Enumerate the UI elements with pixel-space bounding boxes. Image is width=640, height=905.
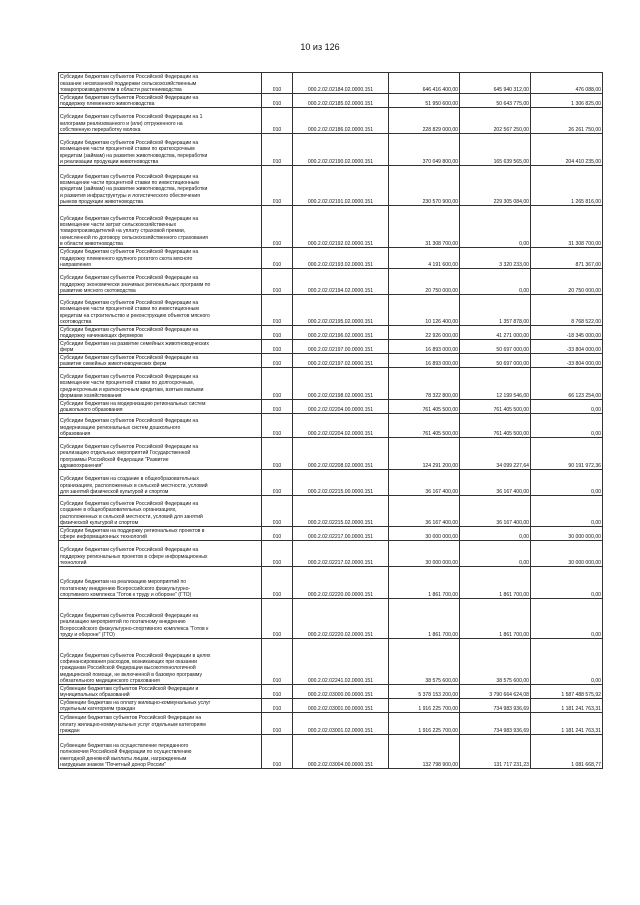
row-name-text: Субсидии бюджетам субъектов Российской Федерации на поддержку экономически значимых региональных программ по развитию мясного скотоводства bbox=[60, 275, 211, 294]
row-value1-cell: 370 049 800,00 bbox=[389, 134, 460, 166]
row-value3-cell: 0,00 bbox=[531, 639, 603, 685]
row-kbk-cell: 000.2.02.02191.02.0000.151 bbox=[293, 166, 389, 206]
row-value3-cell: 8 768 522,00 bbox=[531, 295, 603, 326]
row-value2-cell: 1 861 700,00 bbox=[460, 599, 531, 639]
row-value3-cell: 20 750 000,00 bbox=[531, 269, 603, 295]
row-value1-cell: 132 798 900,00 bbox=[389, 735, 460, 769]
row-name-text: Субсидии бюджетам субъектов Российской Федерации на развитие семейных животноводческих ферм bbox=[60, 354, 199, 367]
row-value2-cell: 34 099 227,64 bbox=[460, 438, 531, 470]
row-name-cell bbox=[59, 108, 262, 134]
table-row bbox=[59, 134, 603, 166]
row-value1-cell: 20 750 000,00 bbox=[389, 269, 460, 295]
row-kbk-cell: 000.2.02.02184.02.0000.151 bbox=[293, 73, 389, 94]
table-row bbox=[59, 496, 603, 527]
row-value2-cell: 1 357 878,00 bbox=[460, 295, 531, 326]
row-value3-cell: 0,00 bbox=[531, 470, 603, 496]
table-row bbox=[59, 470, 603, 496]
row-name-cell bbox=[59, 541, 262, 567]
row-code-cell: 010 bbox=[262, 400, 293, 414]
row-code-cell: 010 bbox=[262, 639, 293, 685]
row-name-text: Субсидии бюджетам на создание в общеобразовательных организациях, расположенных в сельской местности, условий для занятий физической культурой и спортом bbox=[60, 476, 208, 495]
row-value1-cell: 51 950 600,00 bbox=[389, 94, 460, 108]
row-value1-cell: 16 893 000,00 bbox=[389, 354, 460, 368]
row-name-text: Субсидии бюджетам субъектов Российской Федерации на создание в общеобразовательных организациях, расположенных в сельской местности, условий для занятий физической культурой и спортом bbox=[60, 501, 203, 526]
row-name-text: Субсидии бюджетам субъектов Российской Федерации в целях софинансирования расходов, возникающих при оказании гражданам Российской Федерации высокотехнологичной медицинской помощи, не включенной в базовую программу обязательного медицинского страхования bbox=[60, 652, 211, 684]
row-value1-cell: 22 926 000,00 bbox=[389, 326, 460, 340]
row-kbk-cell: 000.2.02.02241.02.0000.151 bbox=[293, 639, 389, 685]
row-value2-cell: 761 405 500,00 bbox=[460, 414, 531, 438]
row-value3-cell: 871 367,00 bbox=[531, 248, 603, 269]
row-name-cell bbox=[59, 326, 262, 340]
row-name-text: Субсидии бюджетам субъектов Российской Федерации на поддержку племенного животноводства bbox=[60, 94, 199, 107]
row-value1-cell: 30 000 000,00 bbox=[389, 541, 460, 567]
row-value3-cell: -18 345 000,00 bbox=[531, 326, 603, 340]
table-row bbox=[59, 567, 603, 599]
row-code-cell: 010 bbox=[262, 94, 293, 108]
row-code-cell: 010 bbox=[262, 368, 293, 400]
row-value1-cell: 124 291 200,00 bbox=[389, 438, 460, 470]
row-name-text: Субсидии бюджетам субъектов Российской Федерации на возмещение части процентной ставки по инвестиционным кредитам на строительство и реконструкцию объектов мясного скотоводства bbox=[60, 300, 210, 325]
row-name-cell bbox=[59, 354, 262, 368]
row-value2-cell: 131 717 231,23 bbox=[460, 735, 531, 769]
row-name-cell bbox=[59, 94, 262, 108]
row-value2-cell: 50 697 000,00 bbox=[460, 340, 531, 354]
row-name-text: Субсидии бюджетам субъектов Российской Федерации на модернизацию региональных систем дошкольного образования bbox=[60, 418, 199, 437]
row-value2-cell: 761 405 500,00 bbox=[460, 400, 531, 414]
row-name-text: Субсидии бюджетам субъектов Российской Федерации на 1 килограмм реализованного и (или) отгруженного на собственную переработку молока bbox=[60, 114, 203, 133]
row-name-text: Субсидии бюджетам субъектов Российской Федерации на реализацию мероприятий по поэтапному внедрению Всероссийского физкультурно-спортивного комплекса "Готов к труду и обороне" (ГТО) bbox=[60, 613, 209, 638]
row-value3-cell: 0,00 bbox=[531, 567, 603, 599]
row-name-cell bbox=[59, 166, 262, 206]
row-kbk-cell: 000.2.02.02192.02.0000.151 bbox=[293, 206, 389, 248]
table-row bbox=[59, 713, 603, 735]
row-kbk-cell: 000.2.02.03004.00.0000.151 bbox=[293, 735, 389, 769]
row-value1-cell: 1 916 225 700,00 bbox=[389, 713, 460, 735]
table-row bbox=[59, 599, 603, 639]
row-name-text: Субсидии бюджетам субъектов Российской Федерации на реализацию отдельных мероприятий Государственной программы Российской Федерации "Развитие здравоохранения" bbox=[60, 444, 199, 469]
row-kbk-cell: 000.2.02.02194.02.0000.151 bbox=[293, 269, 389, 295]
row-value3-cell: 31 308 700,00 bbox=[531, 206, 603, 248]
table-row bbox=[59, 269, 603, 295]
row-code-cell: 010 bbox=[262, 699, 293, 713]
table-row bbox=[59, 295, 603, 326]
row-code-cell: 010 bbox=[262, 206, 293, 248]
row-kbk-cell: 000.2.02.02208.02.0000.151 bbox=[293, 438, 389, 470]
row-value1-cell: 228 829 000,00 bbox=[389, 108, 460, 134]
row-name-text: Субвенции бюджетам на оплату жилищно-коммунальных услуг отдельным категориям граждан bbox=[60, 699, 211, 712]
row-code-cell: 010 bbox=[262, 567, 293, 599]
table-row bbox=[59, 340, 603, 354]
table-row bbox=[59, 400, 603, 414]
row-kbk-cell: 000.2.02.03000.00.0000.151 bbox=[293, 685, 389, 699]
row-value2-cell: 1 861 700,00 bbox=[460, 567, 531, 599]
row-code-cell: 010 bbox=[262, 599, 293, 639]
row-value3-cell: 1 306 825,00 bbox=[531, 94, 603, 108]
row-value3-cell: 0,00 bbox=[531, 599, 603, 639]
row-name-text: Субсидии бюджетам на поддержку региональных проектов в сфере информационных технологий bbox=[60, 527, 205, 540]
row-kbk-cell: 000.2.02.02193.02.0000.151 bbox=[293, 248, 389, 269]
row-name-cell bbox=[59, 685, 262, 699]
row-kbk-cell: 000.2.02.03001.00.0000.151 bbox=[293, 699, 389, 713]
table-row bbox=[59, 108, 603, 134]
table-row bbox=[59, 685, 603, 699]
row-value1-cell: 646 416 400,00 bbox=[389, 73, 460, 94]
row-name-text: Субсидии бюджетам на реализацию мероприятий по поэтапному внедрению Всероссийского физкультурно- спортивного комплекса "Готов к труду и обороне" (ГТО) bbox=[60, 579, 192, 598]
row-value3-cell: 1 265 816,00 bbox=[531, 166, 603, 206]
row-name-cell bbox=[59, 134, 262, 166]
table-row bbox=[59, 354, 603, 368]
row-name-cell bbox=[59, 340, 262, 354]
table-row bbox=[59, 438, 603, 470]
table-row bbox=[59, 368, 603, 400]
row-value2-cell: 3 790 664 624,08 bbox=[460, 685, 531, 699]
row-value1-cell: 1 861 700,00 bbox=[389, 599, 460, 639]
table-row bbox=[59, 541, 603, 567]
table-row bbox=[59, 166, 603, 206]
row-name-cell bbox=[59, 295, 262, 326]
row-name-text: Субсидии бюджетам на развитие семейных животноводческих ферм bbox=[60, 340, 209, 353]
row-value2-cell: 0,00 bbox=[460, 527, 531, 541]
row-value1-cell: 36 167 400,00 bbox=[389, 470, 460, 496]
row-code-cell: 010 bbox=[262, 326, 293, 340]
row-value3-cell: 1 181 241 763,31 bbox=[531, 699, 603, 713]
row-value2-cell: 36 167 400,00 bbox=[460, 496, 531, 527]
row-name-text: Субсидии бюджетам субъектов Российской Федерации на возмещение части процентной ставки по инвестиционным кредитам (займам) на развитие животноводства, переработки и развития инфраструктуры и логистического обеспечения рынков продукции животноводства bbox=[60, 173, 208, 205]
row-value2-cell: 734 983 936,69 bbox=[460, 713, 531, 735]
row-name-cell bbox=[59, 735, 262, 769]
row-code-cell: 010 bbox=[262, 134, 293, 166]
row-value3-cell: 30 000 000,00 bbox=[531, 541, 603, 567]
row-code-cell: 010 bbox=[262, 735, 293, 769]
row-name-cell bbox=[59, 73, 262, 94]
row-name-cell bbox=[59, 699, 262, 713]
row-code-cell: 010 bbox=[262, 354, 293, 368]
row-code-cell: 010 bbox=[262, 527, 293, 541]
row-code-cell: 010 bbox=[262, 248, 293, 269]
row-code-cell: 010 bbox=[262, 541, 293, 567]
row-kbk-cell: 000.2.02.02217.02.0000.151 bbox=[293, 541, 389, 567]
budget-table-body bbox=[59, 73, 603, 769]
row-name-text: Субвенции бюджетам субъектов Российской Федерации и муниципальных образований bbox=[60, 685, 199, 698]
row-code-cell: 010 bbox=[262, 269, 293, 295]
row-value3-cell: 26 261 750,00 bbox=[531, 108, 603, 134]
table-row bbox=[59, 735, 603, 769]
row-value3-cell: 66 123 254,00 bbox=[531, 368, 603, 400]
row-value2-cell: 50 643 775,00 bbox=[460, 94, 531, 108]
table-row bbox=[59, 639, 603, 685]
row-value1-cell: 230 570 900,00 bbox=[389, 166, 460, 206]
row-value2-cell: 41 271 000,00 bbox=[460, 326, 531, 340]
row-name-text: Субсидии бюджетам субъектов Российской Федерации на поддержку начинающих фермеров bbox=[60, 326, 199, 339]
row-code-cell: 010 bbox=[262, 166, 293, 206]
row-kbk-cell: 000.2.02.02198.02.0000.151 bbox=[293, 368, 389, 400]
row-name-cell bbox=[59, 567, 262, 599]
row-value2-cell: 165 639 565,00 bbox=[460, 134, 531, 166]
row-value1-cell: 78 322 800,00 bbox=[389, 368, 460, 400]
row-name-cell bbox=[59, 527, 262, 541]
row-value2-cell: 0,00 bbox=[460, 541, 531, 567]
row-name-cell bbox=[59, 248, 262, 269]
row-code-cell: 010 bbox=[262, 73, 293, 94]
row-name-cell bbox=[59, 599, 262, 639]
row-value3-cell: -33 804 000,00 bbox=[531, 340, 603, 354]
row-value3-cell: 476 088,00 bbox=[531, 73, 603, 94]
table-row bbox=[59, 326, 603, 340]
row-code-cell: 010 bbox=[262, 496, 293, 527]
row-value3-cell: 1 181 241 763,31 bbox=[531, 713, 603, 735]
row-code-cell: 010 bbox=[262, 414, 293, 438]
row-kbk-cell: 000.2.02.02204.00.0000.151 bbox=[293, 400, 389, 414]
row-name-text: Субсидии бюджетам субъектов Российской Федерации на возмещение части затрат сельскохозяйственных товаропроизводителей на уплату страховой премии, начисленной по договору сельскохозяйственного страхования в области животноводства bbox=[60, 215, 208, 247]
budget-table bbox=[58, 72, 603, 769]
row-name-cell bbox=[59, 639, 262, 685]
row-value2-cell: 229 305 084,00 bbox=[460, 166, 531, 206]
row-name-text: Субсидии бюджетам субъектов Российской Федерации на поддержку региональных проектов в сфере информационных технологий bbox=[60, 547, 208, 566]
row-value2-cell: 50 697 000,00 bbox=[460, 354, 531, 368]
row-name-cell bbox=[59, 470, 262, 496]
row-code-cell: 010 bbox=[262, 295, 293, 326]
table-row bbox=[59, 206, 603, 248]
row-kbk-cell: 000.2.02.02195.02.0000.151 bbox=[293, 295, 389, 326]
row-value1-cell: 38 575 600,00 bbox=[389, 639, 460, 685]
row-name-cell bbox=[59, 269, 262, 295]
row-name-cell bbox=[59, 400, 262, 414]
row-kbk-cell: 000.2.02.02215.02.0000.151 bbox=[293, 496, 389, 527]
row-name-text: Субвенции бюджетам на осуществление переданного полномочия Российской Федерации по осуществлению ежегодной денежной выплаты лицам, награжденным нагрудным знаком "Почетный донор России" bbox=[60, 743, 192, 768]
row-value3-cell: 1 081 668,77 bbox=[531, 735, 603, 769]
row-value2-cell: 645 940 312,00 bbox=[460, 73, 531, 94]
row-code-cell: 010 bbox=[262, 470, 293, 496]
row-value3-cell: 0,00 bbox=[531, 400, 603, 414]
row-kbk-cell: 000.2.02.02204.02.0000.151 bbox=[293, 414, 389, 438]
row-value1-cell: 4 191 600,00 bbox=[389, 248, 460, 269]
row-value2-cell: 3 320 233,00 bbox=[460, 248, 531, 269]
row-code-cell: 010 bbox=[262, 108, 293, 134]
row-kbk-cell: 000.2.02.02220.02.0000.151 bbox=[293, 599, 389, 639]
row-value2-cell: 202 567 250,00 bbox=[460, 108, 531, 134]
table-row bbox=[59, 527, 603, 541]
row-name-text: Субвенции бюджетам субъектов Российской Федерации на оплату жилищно-коммунальных услуг отдельным категориям граждан bbox=[60, 715, 206, 734]
page-number: 10 из 126 bbox=[300, 42, 340, 52]
row-name-cell bbox=[59, 414, 262, 438]
row-value3-cell: 0,00 bbox=[531, 414, 603, 438]
row-value3-cell: 1 587 488 575,92 bbox=[531, 685, 603, 699]
row-kbk-cell: 000.2.02.02196.02.0000.151 bbox=[293, 326, 389, 340]
row-kbk-cell: 000.2.02.02217.00.0000.151 bbox=[293, 527, 389, 541]
row-code-cell: 010 bbox=[262, 685, 293, 699]
row-kbk-cell: 000.2.02.02185.02.0000.151 bbox=[293, 94, 389, 108]
row-name-cell bbox=[59, 496, 262, 527]
row-kbk-cell: 000.2.02.02197.02.0000.151 bbox=[293, 354, 389, 368]
row-value1-cell: 5 378 153 200,00 bbox=[389, 685, 460, 699]
row-value1-cell: 10 126 400,00 bbox=[389, 295, 460, 326]
row-kbk-cell: 000.2.02.02190.02.0000.151 bbox=[293, 134, 389, 166]
row-name-text: Субсидии бюджетам субъектов Российской Федерации на поддержку племенного крупного рогатого скота мясного направления bbox=[60, 249, 199, 268]
table-row bbox=[59, 248, 603, 269]
row-value1-cell: 761 405 500,00 bbox=[389, 414, 460, 438]
row-value1-cell: 761 405 500,00 bbox=[389, 400, 460, 414]
table-row bbox=[59, 699, 603, 713]
row-value1-cell: 30 000 000,00 bbox=[389, 527, 460, 541]
row-name-cell bbox=[59, 713, 262, 735]
row-value1-cell: 1 916 225 700,00 bbox=[389, 699, 460, 713]
row-value2-cell: 734 983 936,69 bbox=[460, 699, 531, 713]
row-value2-cell: 0,00 bbox=[460, 206, 531, 248]
row-name-cell bbox=[59, 438, 262, 470]
row-kbk-cell: 000.2.02.02220.00.0000.151 bbox=[293, 567, 389, 599]
row-code-cell: 010 bbox=[262, 340, 293, 354]
row-kbk-cell: 000.2.02.02215.00.0000.151 bbox=[293, 470, 389, 496]
row-value3-cell: 90 191 972,36 bbox=[531, 438, 603, 470]
row-value1-cell: 16 893 000,00 bbox=[389, 340, 460, 354]
row-name-cell bbox=[59, 368, 262, 400]
row-value3-cell: 30 000 000,00 bbox=[531, 527, 603, 541]
row-value3-cell: 204 410 235,00 bbox=[531, 134, 603, 166]
row-value2-cell: 12 199 546,00 bbox=[460, 368, 531, 400]
row-kbk-cell: 000.2.02.02197.00.0000.151 bbox=[293, 340, 389, 354]
row-name-text: Субсидии бюджетам на модернизацию региональных систем дошкольного образования bbox=[60, 400, 206, 413]
row-value1-cell: 1 861 700,00 bbox=[389, 567, 460, 599]
table-row bbox=[59, 94, 603, 108]
row-name-text: Субсидии бюджетам субъектов Российской Федерации на возмещение части процентной ставки по долгосрочным, среднесрочным и краткосрочным кредитам, взятым малыми формами хозяйствования bbox=[60, 374, 204, 399]
row-value1-cell: 36 167 400,00 bbox=[389, 496, 460, 527]
row-value1-cell: 31 308 700,00 bbox=[389, 206, 460, 248]
row-value2-cell: 36 167 400,00 bbox=[460, 470, 531, 496]
row-name-text: Субсидии бюджетам субъектов Российской Федерации на оказание несвязанной поддержки сельскохозяйственным товаропроизводителям в области растениеводства bbox=[60, 74, 199, 93]
row-value2-cell: 38 575 600,00 bbox=[460, 639, 531, 685]
row-value2-cell: 0,00 bbox=[460, 269, 531, 295]
row-kbk-cell: 000.2.02.02186.02.0000.151 bbox=[293, 108, 389, 134]
row-name-text: Субсидии бюджетам субъектов Российской Федерации на возмещение части процентной ставки по краткосрочным кредитам (займам) на развитие животноводства, переработки и реализации продукции животноводства bbox=[60, 140, 208, 165]
row-kbk-cell: 000.2.02.03001.02.0000.151 bbox=[293, 713, 389, 735]
table-row bbox=[59, 414, 603, 438]
table-row bbox=[59, 73, 603, 94]
row-value3-cell: 0,00 bbox=[531, 496, 603, 527]
row-code-cell: 010 bbox=[262, 438, 293, 470]
row-name-cell bbox=[59, 206, 262, 248]
row-code-cell: 010 bbox=[262, 713, 293, 735]
row-value3-cell: -33 804 000,00 bbox=[531, 354, 603, 368]
